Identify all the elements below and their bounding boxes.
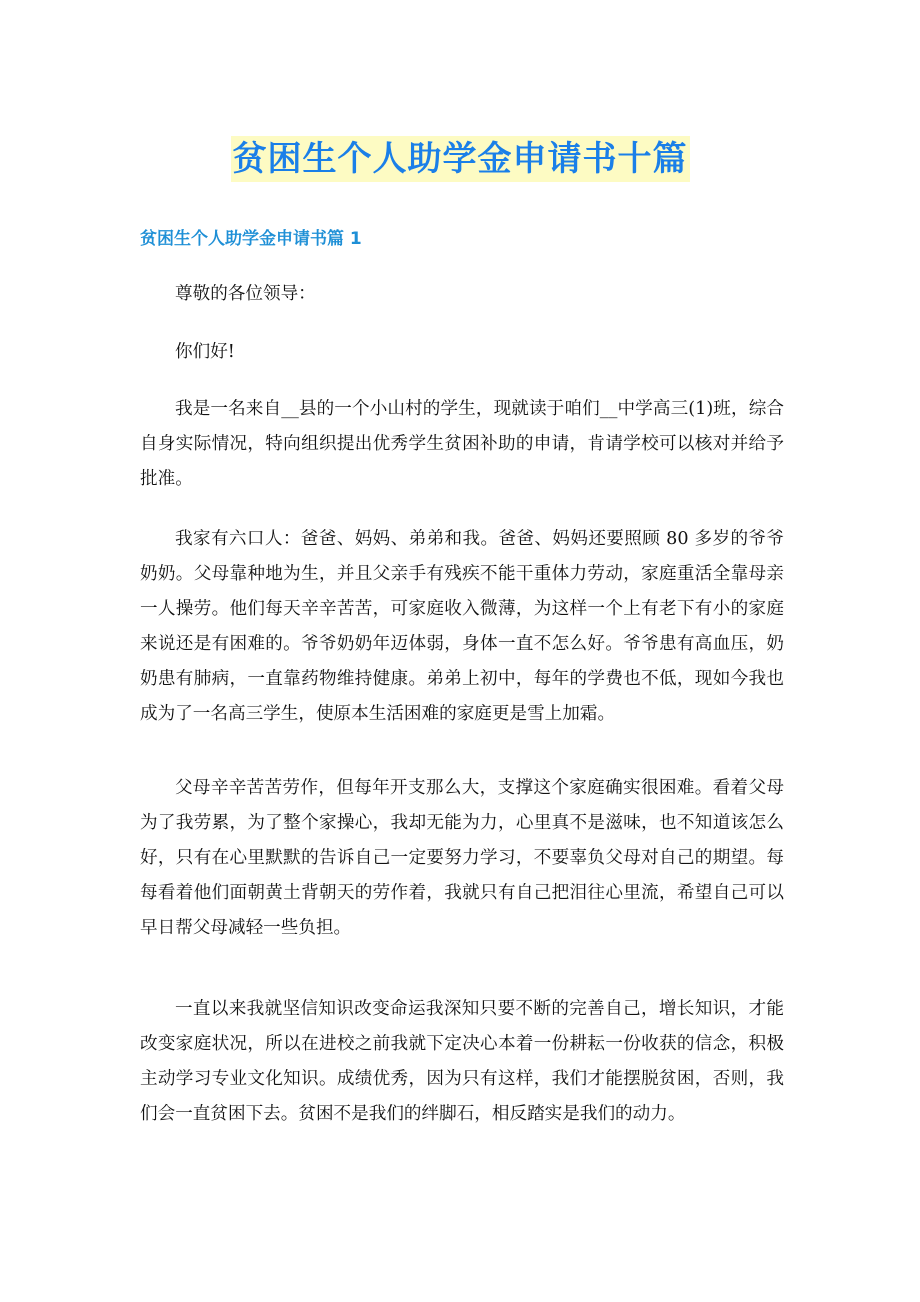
paragraph-4: 一直以来我就坚信知识改变命运我深知只要不断的完善自己，增长知识，才能改变家庭状况，所以在进校之前我就下定决心本着一份耕耘一份收获的信念，积极主动学习专业文化知识。成绩优秀，因为只有这样，我们才能摆脱贫困，否则，我们会一直贫困下去。贫困不是我们的绊脚石，相反踏实是我们的动力。 (140, 999, 784, 1124)
greeting: 你们好! (175, 342, 235, 362)
section-heading: 贫困生个人助学金申请书篇 1 (140, 229, 362, 249)
paragraph-1: 我是一名来自__县的一个小山村的学生，现就读于咱们__中学高三(1)班，综合自身实际情况，特向组织提出优秀学生贫困补助的申请，肯请学校可以核对并给予批准。 (140, 399, 784, 489)
paragraph-3: 父母辛辛苦苦劳作，但每年开支那么大，支撑这个家庭确实很困难。看着父母为了我劳累，为了整个家操心，我却无能为力，心里真不是滋味，也不知道该怎么好，只有在心里默默的告诉自己一定要努力学习，不要辜负父母对自己的期望。每每看着他们面朝黄土背朝天的劳作着，我就只有自己把泪往心里流，希望自己可以早日帮父母减轻一些负担。 (140, 778, 784, 938)
paragraph-2: 我家有六口人：爸爸、妈妈、弟弟和我。爸爸、妈妈还要照顾 80 多岁的爷爷奶奶。父母靠种地为生，并且父亲手有残疾不能干重体力劳动，家庭重活全靠母亲一人操劳。他们每天辛辛苦苦，可家庭收入微薄，为这样一个上有老下有小的家庭来说还是有困难的。爷爷奶奶年迈体弱，身体一直不怎么好。爷爷患有高血压，奶奶患有肺病，一直靠药物维持健康。弟弟上初中，每年的学费也不低，现如今我也成为了一名高三学生，使原本生活困难的家庭更是雪上加霜。 (140, 529, 784, 724)
document-title: 贫困生个人助学金申请书十篇 (231, 136, 690, 182)
salutation: 尊敬的各位领导： (175, 284, 316, 304)
title-container (0, 136, 920, 182)
